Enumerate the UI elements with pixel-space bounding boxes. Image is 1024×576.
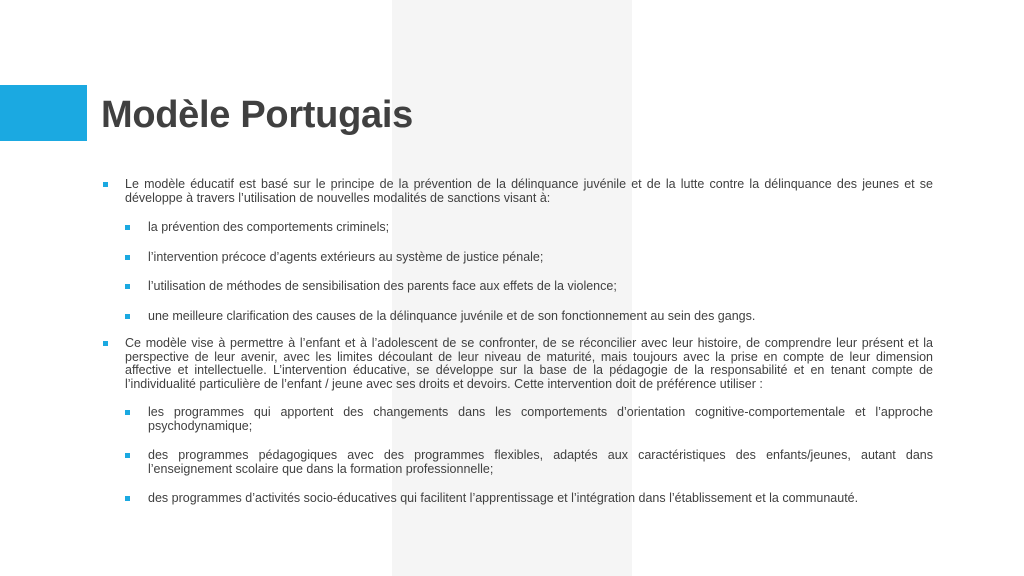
sub-bullet-item xyxy=(103,449,933,476)
sub-bullet-text: les programmes qui apportent des changements dans les comportements d’orientation cognitive-comportementale et l’approche psychodynamique; xyxy=(148,405,933,433)
sub-bullet-item xyxy=(103,492,933,506)
bullet-marker-icon xyxy=(125,453,130,458)
bullet-text: Le modèle éducatif est basé sur le principe de la prévention de la délinquance juvénile et de la lutte contre la délinquance des jeunes et se développe à travers l’utilisation de nouvelles modalités de sanctions visant à: xyxy=(125,177,933,205)
bullet-marker-icon xyxy=(125,255,130,260)
slide-content xyxy=(103,178,933,506)
bullet-marker-icon xyxy=(125,314,130,319)
bullet-marker-icon xyxy=(125,225,130,230)
sub-bullet-item xyxy=(103,406,933,433)
title-accent-bar xyxy=(0,85,87,141)
slide-title: Modèle Portugais xyxy=(101,94,413,136)
sub-bullet-text: la prévention des comportements criminels; xyxy=(148,220,390,234)
bullet-item xyxy=(103,178,933,205)
sub-bullet-text: des programmes pédagogiques avec des programmes flexibles, adaptés aux caractéristiques des enfants/jeunes, autant dans l’enseignement scolaire que dans la formation professionnelle; xyxy=(148,448,933,476)
bullet-text: Ce modèle vise à permettre à l’enfant et à l’adolescent de se confronter, de se réconcilier avec leur histoire, de comprendre leur présent et la perspective de leur avenir, avec les limites découlant de leur niveau de maturité, mais toujours avec la prise en compte de leur dimension affective et intellectuelle. L’intervention éducative, se développe sur la base de la pédagogie de la responsabilité et en tenant compte de l’individualité particulière de l’enfant / jeune avec ses droits et devoirs. Cette intervention doit de préférence utiliser : xyxy=(125,336,933,391)
sub-bullet-item xyxy=(103,251,933,265)
sub-bullet-item xyxy=(103,310,933,324)
bullet-item xyxy=(103,337,933,391)
sub-bullet-item xyxy=(103,280,933,294)
sub-bullet-text: des programmes d’activités socio-éducatives qui facilitent l’apprentissage et l’intégration dans l’établissement et la communauté. xyxy=(148,491,859,505)
sub-bullet-text: une meilleure clarification des causes de la délinquance juvénile et de son fonctionnement au sein des gangs. xyxy=(148,308,756,323)
bullet-marker-icon xyxy=(103,341,108,346)
bullet-marker-icon xyxy=(125,284,130,289)
sub-bullet-text: l’utilisation de méthodes de sensibilisation des parents face aux effets de la violence; xyxy=(148,279,617,293)
sub-bullet-item xyxy=(103,221,933,235)
bullet-marker-icon xyxy=(103,182,108,187)
bullet-marker-icon xyxy=(125,496,130,501)
bullet-marker-icon xyxy=(125,410,130,415)
sub-bullet-text: l’intervention précoce d’agents extérieurs au système de justice pénale; xyxy=(148,249,544,264)
